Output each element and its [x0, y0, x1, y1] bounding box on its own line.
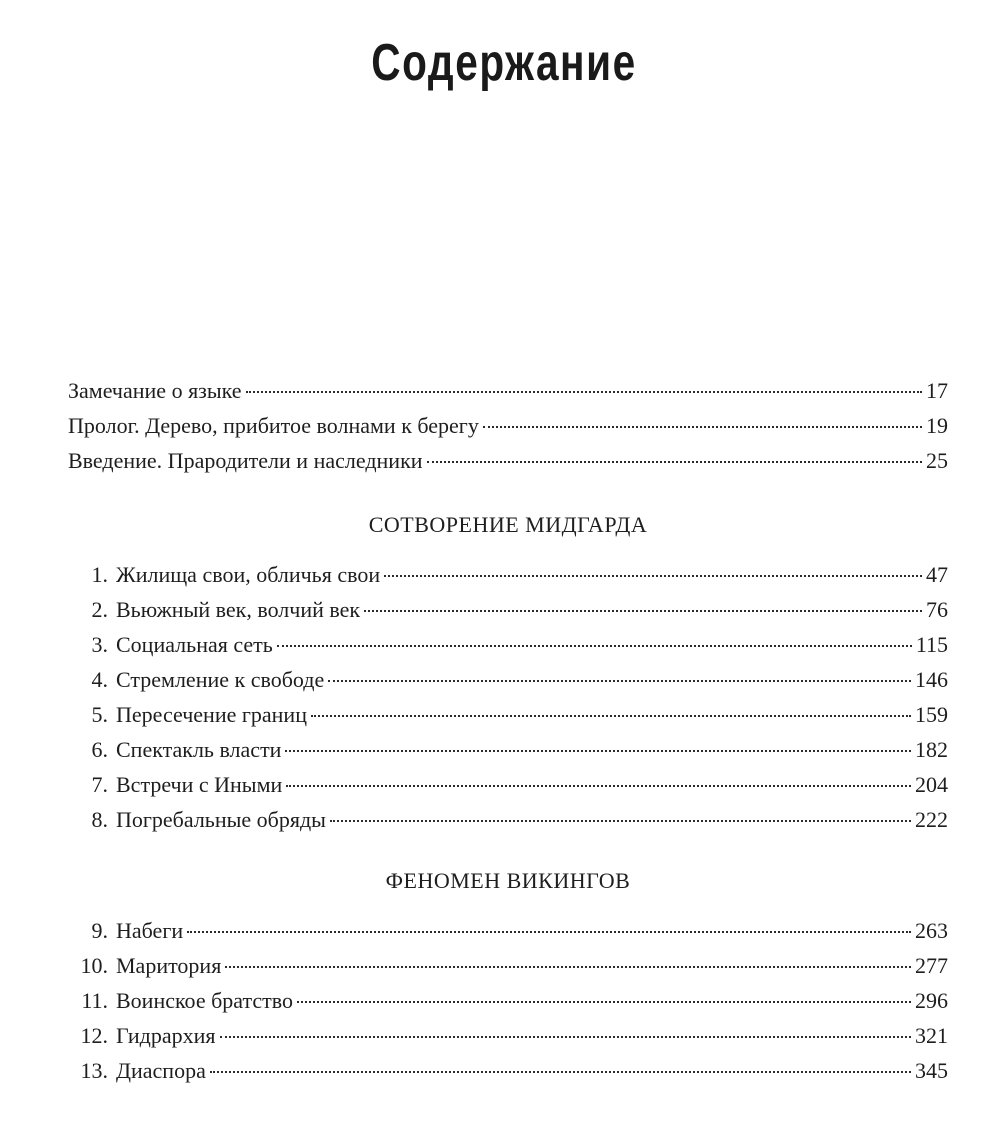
toc-chapter-5[interactable]: [68, 697, 948, 732]
toc-chapter-4[interactable]: [68, 662, 948, 697]
chapter-title: Пересечение границ: [116, 702, 307, 727]
toc-chapter-12[interactable]: [68, 1018, 948, 1053]
chapter-number: 12.: [80, 1023, 108, 1048]
toc-chapter-11[interactable]: [68, 983, 948, 1018]
chapter-number: 8.: [91, 807, 108, 832]
toc-entry-label: Пролог. Дерево, прибитое волнами к берегу: [68, 413, 479, 438]
chapter-number: 10.: [80, 953, 108, 978]
chapter-page: 76: [926, 597, 948, 622]
chapter-number: 2.: [91, 597, 108, 622]
chapter-page: 182: [915, 737, 948, 762]
chapter-page: 159: [915, 702, 948, 727]
chapter-number: 5.: [91, 702, 108, 727]
chapter-title: Спектакль власти: [116, 737, 282, 762]
chapter-page: 222: [915, 807, 948, 832]
toc-entry-page: 17: [926, 378, 948, 403]
chapter-number: 9.: [91, 918, 108, 943]
table-of-contents: [68, 373, 948, 1088]
dot-leader: [210, 1071, 911, 1073]
chapter-page: 296: [915, 988, 948, 1013]
dot-leader: [330, 820, 911, 822]
chapter-title: Жилища свои, обличья свои: [116, 562, 381, 587]
dot-leader: [297, 1001, 911, 1003]
toc-chapter-2[interactable]: [68, 592, 948, 627]
toc-chapter-13[interactable]: [68, 1053, 948, 1088]
dot-leader: [483, 426, 922, 428]
toc-chapter-8[interactable]: [68, 802, 948, 837]
dot-leader: [220, 1036, 911, 1038]
section-heading: ФЕНОМЕН ВИКИНГОВ: [385, 868, 631, 893]
dot-leader: [285, 750, 911, 752]
toc-entry-language-note[interactable]: [68, 373, 948, 408]
chapter-title: Набеги: [116, 918, 184, 943]
toc-chapter-7[interactable]: [68, 767, 948, 802]
toc-chapter-1[interactable]: [68, 557, 948, 592]
dot-leader: [187, 931, 911, 933]
chapter-page: 204: [915, 772, 948, 797]
dot-leader: [277, 645, 912, 647]
chapter-page: 321: [915, 1023, 948, 1048]
chapter-page: 115: [915, 632, 948, 657]
chapter-title: Воинское братство: [116, 988, 293, 1013]
chapter-title: Диаспора: [116, 1058, 206, 1083]
chapter-number: 13.: [80, 1058, 108, 1083]
dot-leader: [328, 680, 911, 682]
chapter-title: Маритория: [116, 953, 222, 978]
chapter-number: 3.: [91, 632, 108, 657]
chapter-page: 345: [915, 1058, 948, 1083]
chapter-page: 263: [915, 918, 948, 943]
section-heading: СОТВОРЕНИЕ МИДГАРДА: [368, 512, 648, 537]
toc-chapter-6[interactable]: [68, 732, 948, 767]
chapter-title: Стремление к свободе: [116, 667, 325, 692]
chapter-title: Социальная сеть: [116, 632, 273, 657]
chapter-page: 277: [915, 953, 948, 978]
chapter-number: 7.: [91, 772, 108, 797]
toc-entry-page: 25: [926, 448, 948, 473]
dot-leader: [384, 575, 922, 577]
chapter-page: 146: [915, 667, 948, 692]
chapter-title: Вьюжный век, волчий век: [116, 597, 361, 622]
toc-entry-introduction[interactable]: [68, 443, 948, 478]
chapter-title: Гидрархия: [116, 1023, 216, 1048]
dot-leader: [246, 391, 922, 393]
chapter-page: 47: [926, 562, 948, 587]
chapter-title: Встречи с Иными: [116, 772, 283, 797]
chapter-number: 4.: [91, 667, 108, 692]
toc-entry-prologue[interactable]: [68, 408, 948, 443]
chapter-number: 11.: [81, 988, 108, 1013]
toc-chapter-9[interactable]: [68, 913, 948, 948]
toc-chapter-10[interactable]: [68, 948, 948, 983]
dot-leader: [225, 966, 911, 968]
dot-leader: [286, 785, 911, 787]
toc-entry-label: Введение. Прародители и наследники: [68, 448, 423, 473]
toc-entry-label: Замечание о языке: [68, 378, 242, 403]
dot-leader: [427, 461, 922, 463]
toc-chapter-3[interactable]: [68, 627, 948, 662]
dot-leader: [311, 715, 911, 717]
chapter-title: Погребальные обряды: [116, 807, 326, 832]
chapter-number: 6.: [91, 737, 108, 762]
dot-leader: [364, 610, 922, 612]
page-title: Содержание: [371, 34, 637, 92]
toc-entry-page: 19: [926, 413, 948, 438]
chapter-number: 1.: [91, 562, 108, 587]
